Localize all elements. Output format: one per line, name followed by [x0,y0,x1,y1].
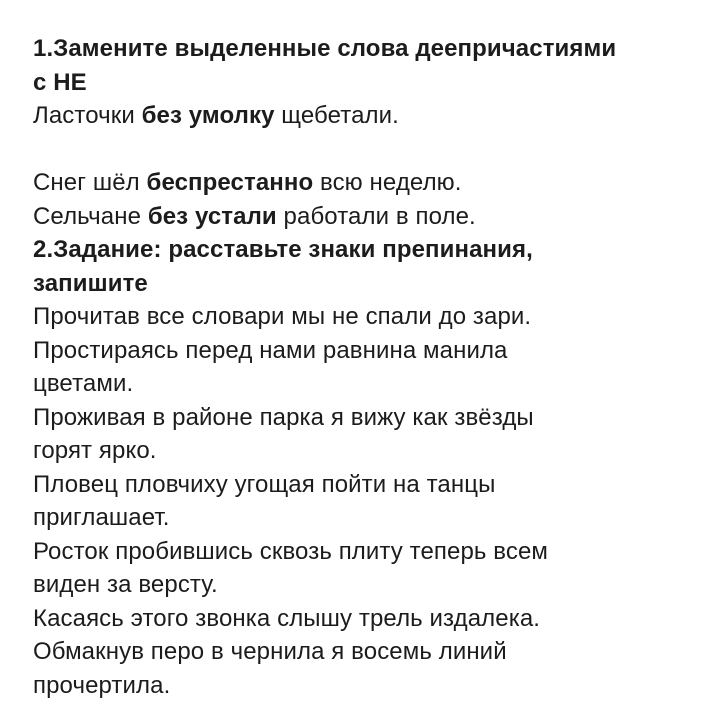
task2-line: Пловец пловчиху угощая пойти на танцы [33,470,496,498]
blank-line [33,133,693,167]
task2-line: Проживая в районе парка я вижу как звёзды [33,403,534,431]
task2-line: горят ярко. [33,437,157,464]
highlighted-words: без устали [147,202,277,230]
task2-line: Обмакнув перо в чернила я восемь линий [33,638,507,665]
sentence-text: Снег шёл [33,169,147,196]
highlighted-words: без умолку [141,102,275,129]
task2-line: Росток пробившись сквозь плиту теперь всем [33,537,548,565]
task1-heading-line1: 1.Замените выделенные слова деепричастиями [33,35,617,62]
task1-sentence-1 [33,99,693,133]
exercise-document [33,32,693,702]
task1-sentence-2 [33,166,693,200]
task2-line: цветами. [33,370,134,397]
task2-heading-line2: запишите [33,269,148,297]
sentence-text: всю неделю. [313,169,462,196]
task2-heading-line1: 2.Задание: расставьте знаки препинания, [33,236,533,263]
sentence-text: работали в поле. [276,202,476,230]
task1-heading-line2: с НЕ [33,68,87,96]
task2-line: приглашает. [33,504,170,531]
sentence-text: Сельчане [33,202,148,230]
task2-line: Касаясь этого звонка слышу трель издалека. [33,604,541,632]
task2-line: Простираясь перед нами равнина манила [33,336,508,364]
sentence-text: щебетали. [274,102,399,129]
task2-line: Прочитав все словари мы не спали до зари. [33,303,532,330]
highlighted-words: беспрестанно [146,169,314,196]
task2-line: прочертила. [33,671,171,699]
sentence-text: Ласточки [33,102,142,129]
task1-sentence-3 [33,200,693,234]
task2-line: виден за версту. [33,571,218,598]
